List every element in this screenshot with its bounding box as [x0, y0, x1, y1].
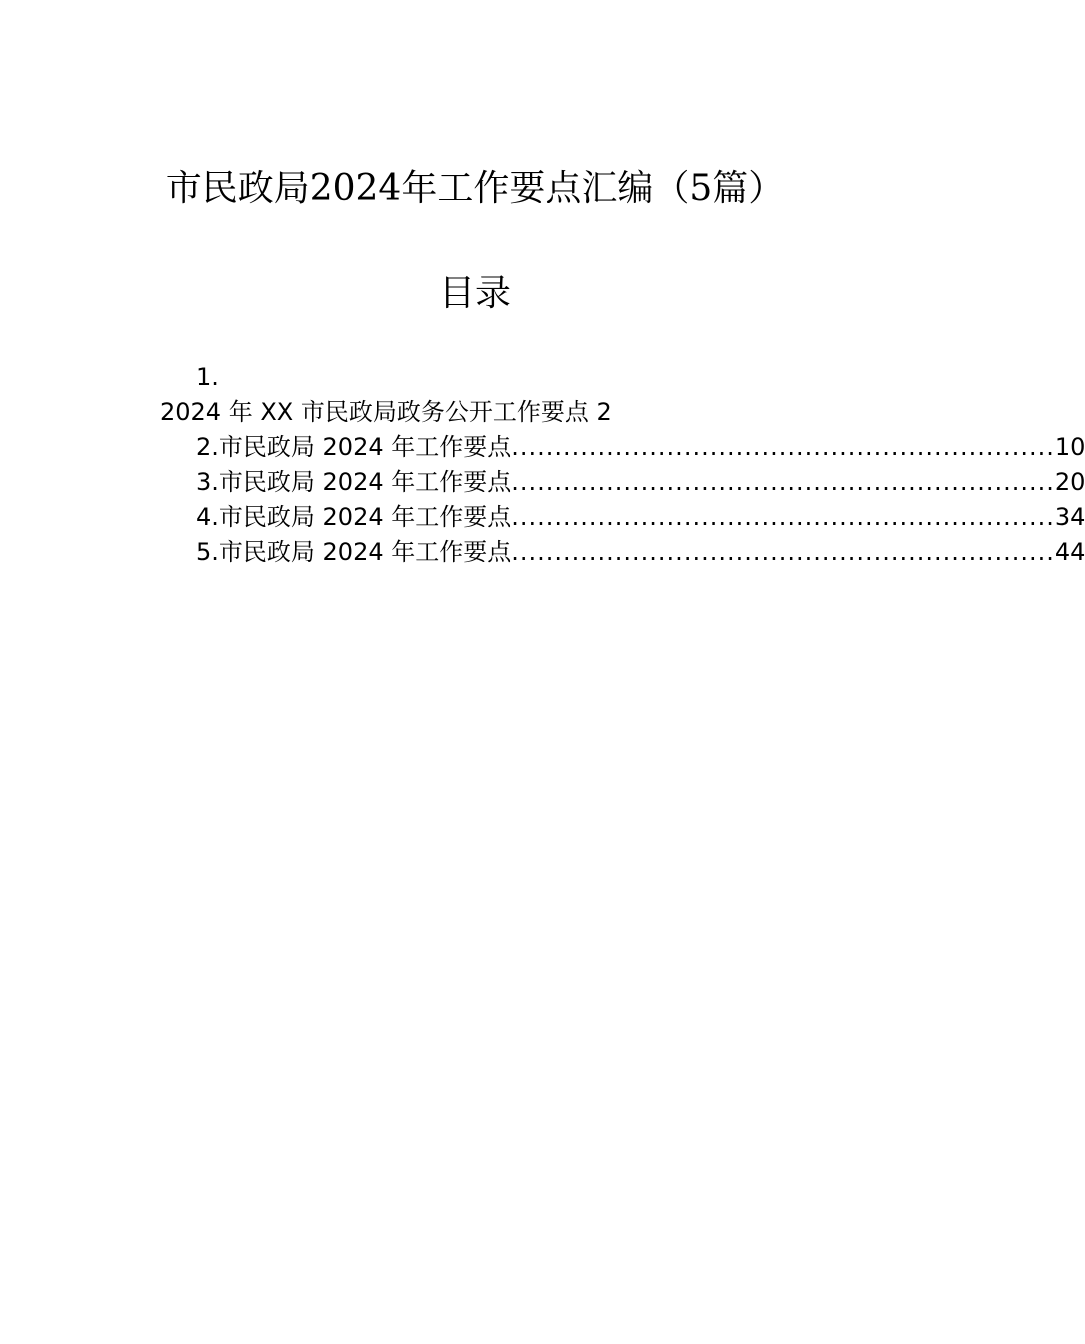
title-year: 2024 [309, 168, 402, 209]
toc-heading: 目录 [438, 273, 511, 314]
toc-leader-dots: ............................................................... [511, 468, 1055, 496]
title-count: 5 [689, 168, 713, 209]
toc-entry-1-number[interactable]: 1. [196, 363, 219, 391]
toc-entry-label: 3.市民政局 2024 年工作要点 [196, 468, 512, 496]
toc-page-number: 10 [1054, 433, 1085, 461]
toc-entry-label: 4.市民政局 2024 年工作要点 [196, 503, 512, 531]
toc-page-number: 20 [1054, 468, 1085, 496]
toc-page-number: 44 [1054, 538, 1085, 566]
title-prefix: 市民政局 [165, 168, 310, 209]
toc-leader-dots: ............................................................... [511, 503, 1055, 531]
toc-leader-dots: ............................................................... [511, 433, 1055, 461]
toc-entry-label: 2.市民政局 2024 年工作要点 [196, 433, 512, 461]
title-middle: 年工作要点汇编（ [401, 168, 690, 209]
toc-entry-1-title[interactable]: 2024 年 XX 市民政局政务公开工作要点 2 [160, 398, 612, 426]
table-of-contents [160, 360, 1085, 570]
document-title [0, 162, 950, 216]
toc-entry-label: 5.市民政局 2024 年工作要点 [196, 538, 512, 566]
toc-entry-4[interactable] [160, 500, 1085, 535]
toc-entry-2[interactable] [160, 430, 1085, 465]
toc-entry-5[interactable] [160, 535, 1085, 570]
title-suffix: 篇） [712, 168, 785, 209]
toc-page-number: 34 [1054, 503, 1085, 531]
toc-entry-3[interactable] [160, 465, 1085, 500]
toc-leader-dots: ............................................................... [511, 538, 1055, 566]
